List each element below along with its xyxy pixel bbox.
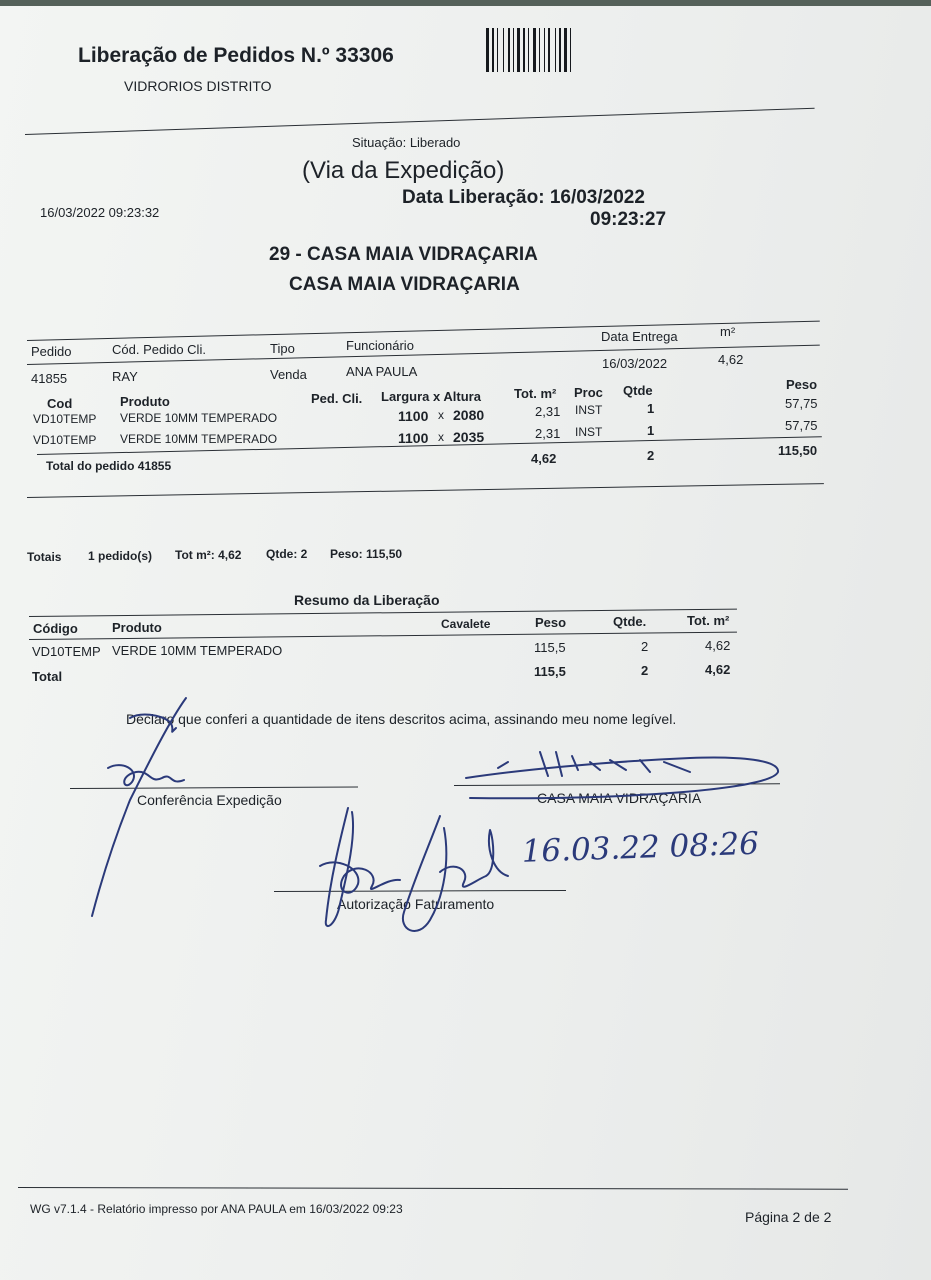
document-title: Liberação de Pedidos N.º 33306 [78, 44, 394, 67]
barcode-bar [517, 28, 520, 72]
summary-row-qtde: 2 [641, 639, 649, 654]
order-top-rule [27, 321, 820, 341]
totals-pedidos: 1 pedido(s) [88, 549, 153, 563]
client-name: CASA MAIA VIDRAÇARIA [289, 274, 520, 295]
item-2-qtde: 1 [647, 423, 655, 438]
barcode-bar [497, 28, 498, 72]
barcode-bar [513, 28, 514, 72]
signature-label-cliente: CASA MAIA VIDRAÇARIA [537, 790, 702, 806]
item-1-cod: VD10TEMP [33, 412, 97, 426]
item-header-peso: Peso [786, 377, 818, 392]
item-1-largura: 1100 [398, 408, 429, 424]
summary-row-peso: 115,5 [534, 640, 566, 655]
order-cod-cli: RAY [112, 369, 138, 384]
item-1-qtde: 1 [647, 401, 655, 416]
status-label: Situação: Liberado [352, 135, 461, 150]
barcode-image [486, 28, 626, 74]
summary-header-codigo: Código [33, 621, 78, 636]
barcode-bar [492, 28, 494, 72]
col-header-tipo: Tipo [270, 341, 295, 356]
footer-rule [18, 1187, 848, 1190]
order-funcionario: ANA PAULA [346, 364, 418, 379]
summary-header-cavalete: Cavalete [441, 617, 491, 631]
footer-printed-by: WG v7.1.4 - Relatório impresso por ANA PAULA em 16/03/2022 09:23 [30, 1202, 403, 1216]
via-label: (Via da Expedição) [302, 157, 505, 184]
col-header-funcionario: Funcionário [346, 338, 414, 353]
barcode-bar [503, 28, 504, 72]
barcode-bar [555, 28, 556, 72]
totals-peso: Peso: 115,50 [330, 547, 403, 561]
item-2-times: x [438, 430, 444, 444]
item-header-produto: Produto [120, 394, 170, 409]
company-name: VIDRORIOS DISTRITO [124, 78, 272, 94]
barcode-bar [508, 28, 510, 72]
print-datetime: 16/03/2022 09:23:32 [40, 205, 160, 220]
item-2-proc: INST [575, 425, 603, 439]
order-bottom-rule [27, 483, 824, 498]
item-header-cod: Cod [47, 396, 73, 411]
barcode-bar [533, 28, 536, 72]
release-time: 09:23:27 [590, 209, 667, 230]
signature-label-autorizacao: Autorização Faturamento [337, 896, 495, 912]
summary-header-qtde: Qtde. [613, 614, 647, 629]
order-total-qtde: 2 [647, 448, 655, 463]
order-tipo: Venda [270, 367, 307, 382]
client-name-code: 29 - CASA MAIA VIDRAÇARIA [269, 244, 538, 265]
summary-row-tot-m2: 4,62 [705, 638, 731, 653]
col-header-cod-cli: Cód. Pedido Cli. [112, 342, 206, 357]
summary-total-peso: 115,5 [534, 664, 566, 679]
barcode-bar [539, 28, 540, 72]
order-total-peso: 115,50 [778, 443, 818, 458]
item-header-tot-m2: Tot. m² [514, 386, 557, 401]
barcode-bar [570, 28, 571, 72]
col-header-m2: m² [720, 324, 736, 339]
barcode-bar [528, 28, 529, 72]
barcode-bar [486, 28, 489, 72]
item-header-ped-cli: Ped. Cli. [311, 391, 363, 406]
summary-row-produto: VERDE 10MM TEMPERADO [112, 643, 283, 658]
barcode-bar [523, 28, 525, 72]
col-header-data-entrega: Data Entrega [601, 329, 678, 344]
barcode-bar [564, 28, 567, 72]
item-1-times: x [438, 408, 444, 422]
item-2-largura: 1100 [398, 430, 429, 446]
totals-qtde: Qtde: 2 [266, 547, 308, 561]
item-1-peso: 57,75 [785, 396, 818, 411]
signature-line-autorizacao [274, 890, 566, 892]
item-1-proc: INST [575, 403, 603, 417]
barcode-bar [548, 28, 550, 72]
item-2-cod: VD10TEMP [33, 433, 97, 447]
item-2-produto: VERDE 10MM TEMPERADO [120, 432, 278, 446]
order-m2: 4,62 [718, 352, 744, 367]
totals-label: Totais [27, 550, 62, 564]
item-2-tot-m2: 2,31 [535, 426, 561, 441]
order-total-label: Total do pedido 41855 [46, 459, 172, 473]
item-2-altura: 2035 [453, 429, 485, 445]
summary-total-label: Total [32, 669, 63, 684]
summary-header-peso: Peso [535, 615, 567, 630]
top-edge [0, 0, 931, 6]
footer-page-number: Página 2 de 2 [745, 1209, 832, 1225]
handwritten-date: 16.03.22 08:26 [521, 825, 760, 870]
release-date: Data Liberação: 16/03/2022 [402, 187, 645, 208]
item-header-qtde: Qtde [623, 383, 653, 398]
declaration-text: Declaro que conferi a quantidade de itens descritos acima, assinando meu nome legível. [126, 711, 677, 727]
signature-line-cliente [454, 783, 780, 786]
barcode-bar [544, 28, 545, 72]
totals-m2: Tot m²: 4,62 [175, 548, 242, 562]
summary-title: Resumo da Liberação [294, 592, 440, 608]
item-header-proc: Proc [574, 385, 603, 400]
item-header-largura-altura: Largura x Altura [381, 389, 481, 404]
item-1-produto: VERDE 10MM TEMPERADO [120, 411, 278, 425]
summary-row-codigo: VD10TEMP [32, 644, 101, 659]
summary-header-tot-m2: Tot. m² [687, 613, 730, 628]
item-1-altura: 2080 [453, 407, 485, 423]
summary-header-produto: Produto [112, 620, 162, 635]
barcode-bar [559, 28, 561, 72]
order-data-entrega: 16/03/2022 [602, 356, 668, 371]
header-divider [25, 108, 815, 135]
item-1-tot-m2: 2,31 [535, 404, 561, 419]
summary-total-tot-m2: 4,62 [705, 662, 731, 677]
order-total-m2: 4,62 [531, 451, 557, 466]
order-pedido: 41855 [31, 371, 68, 386]
signature-label-conferencia: Conferência Expedição [137, 792, 282, 808]
signature-line-conferencia [70, 786, 358, 789]
col-header-pedido: Pedido [31, 344, 72, 359]
item-2-peso: 57,75 [785, 418, 818, 433]
summary-total-qtde: 2 [641, 663, 649, 678]
